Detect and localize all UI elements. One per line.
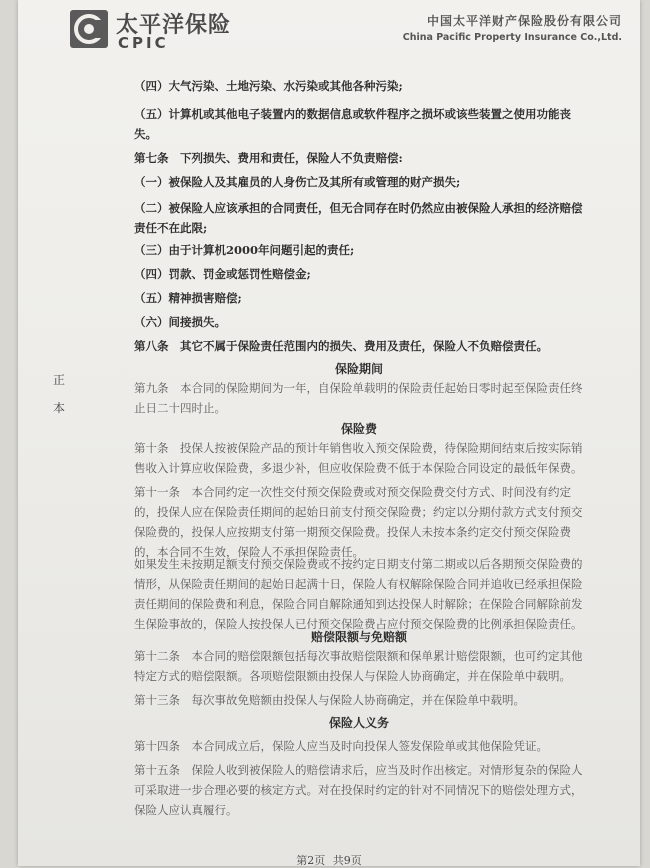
clause-item: （六）间接损失。 [134, 315, 226, 329]
article-10: 第十条 投保人按被保险产品的预计年销售收入预交保险费，待保险期间结束后按实际销售收入计算应收保险费，多退少补，但应收保险费不低于本保险合同设定的最低年保费。 [134, 441, 583, 475]
section-heading-insurer-obligations: 保险人义务 [328, 716, 389, 730]
side-mark-char: 正 [52, 373, 65, 387]
page-number: 第2页 [296, 854, 326, 867]
clause-item: （三）由于计算机2000年问题引起的责任; [134, 243, 355, 257]
article-15: 第十五条 保险人收到被保险人的赔偿请求后，应当及时作出核定。对情形复杂的保险人可采取进一步合理必要的核定方式。对在投保时约定的针对不同情况下的赔偿处理方式，保险人应认真履行。 [134, 763, 583, 817]
article-9: 第九条 本合同的保险期间为一年，自保险单载明的保险责任起始日零时起至保险责任终止日二十四时止。 [134, 381, 583, 415]
clause-item: （一）被保险人及其雇员的人身伤亡及其所有或管理的财产损失; [134, 175, 461, 189]
clause-item: （五）精神损害赔偿; [134, 291, 242, 305]
clause-item: （四）大气污染、土地污染、水污染或其他各种污染; [134, 79, 403, 93]
logo-chinese-name: 太平洋保险 [116, 13, 232, 38]
article-12: 第十二条 本合同的赔偿限额包括每次事故赔偿限额和保单累计赔偿限额，也可约定其他特定方式的赔偿限额。各项赔偿限额由投保人与保险人协商确定，并在保险单中载明。 [134, 649, 583, 683]
document-body [18, 0, 640, 866]
article-13: 第十三条 每次事故免赔额由投保人与保险人协商确定，并在保险单中载明。 [134, 693, 525, 707]
section-heading-insurance-period: 保险期间 [334, 362, 383, 376]
clause-item: （五）计算机或其他电子装置内的数据信息或软件程序之损坏或该些装置之使用功能丧失。 [134, 107, 571, 141]
article-7: 第七条 下列损失、费用和责任，保险人不负责赔偿: [134, 151, 403, 165]
side-mark-char: 本 [52, 401, 65, 415]
section-heading-limits-deductibles: 赔偿限额与免赔额 [310, 630, 407, 644]
company-name-chinese: 中国太平洋财产保险股份有限公司 [426, 14, 622, 28]
document-page [18, 0, 640, 866]
company-name-english: China Pacific Property Insurance Co.,Ltd. [402, 32, 622, 43]
article-8: 第八条 其它不属于保险责任范围内的损失、费用及责任，保险人不负赔偿责任。 [134, 339, 548, 353]
article-14: 第十四条 本合同成立后，保险人应当及时向投保人签发保险单或其他保险凭证。 [134, 739, 548, 753]
clause-item: （二）被保险人应该承担的合同责任，但无合同存在时仍然应由被保险人承担的经济赔偿责任不在此限; [134, 201, 583, 235]
logo-english-name: CPIC [118, 34, 169, 52]
article-11-continued: 如果发生未按期足额支付预交保险费或不按约定日期支付第二期或以后各期预交保险费的情形，从保险责任期间的起始日起满十日，保险人有权解除保险合同并追收已经承担保险责任期间的保险费和利息，保险合同自解除通知到达投保人时解除；在保险合同解除前发生保险事故的，保险人按投保人已付预交保险费占应付预交保险费的比例承担保险责任。 [134, 557, 583, 631]
section-heading-premium: 保险费 [340, 422, 377, 436]
clause-item: （四）罚款、罚金或惩罚性赔偿金; [134, 267, 311, 281]
page-total: 共9页 [332, 854, 362, 867]
article-11: 第十一条 本合同约定一次性交付预交保险费或对预交保险费交付方式、时间没有约定的，投保人应在保险责任期间的起始日前支付预交保险费；约定以分期付款方式支付预交保险费的，投保人应按期支付第一期预交保险费。投保人未按本条约定交付预交保险费的，本合同不生效，保险人不承担保险责任。 [134, 485, 583, 559]
